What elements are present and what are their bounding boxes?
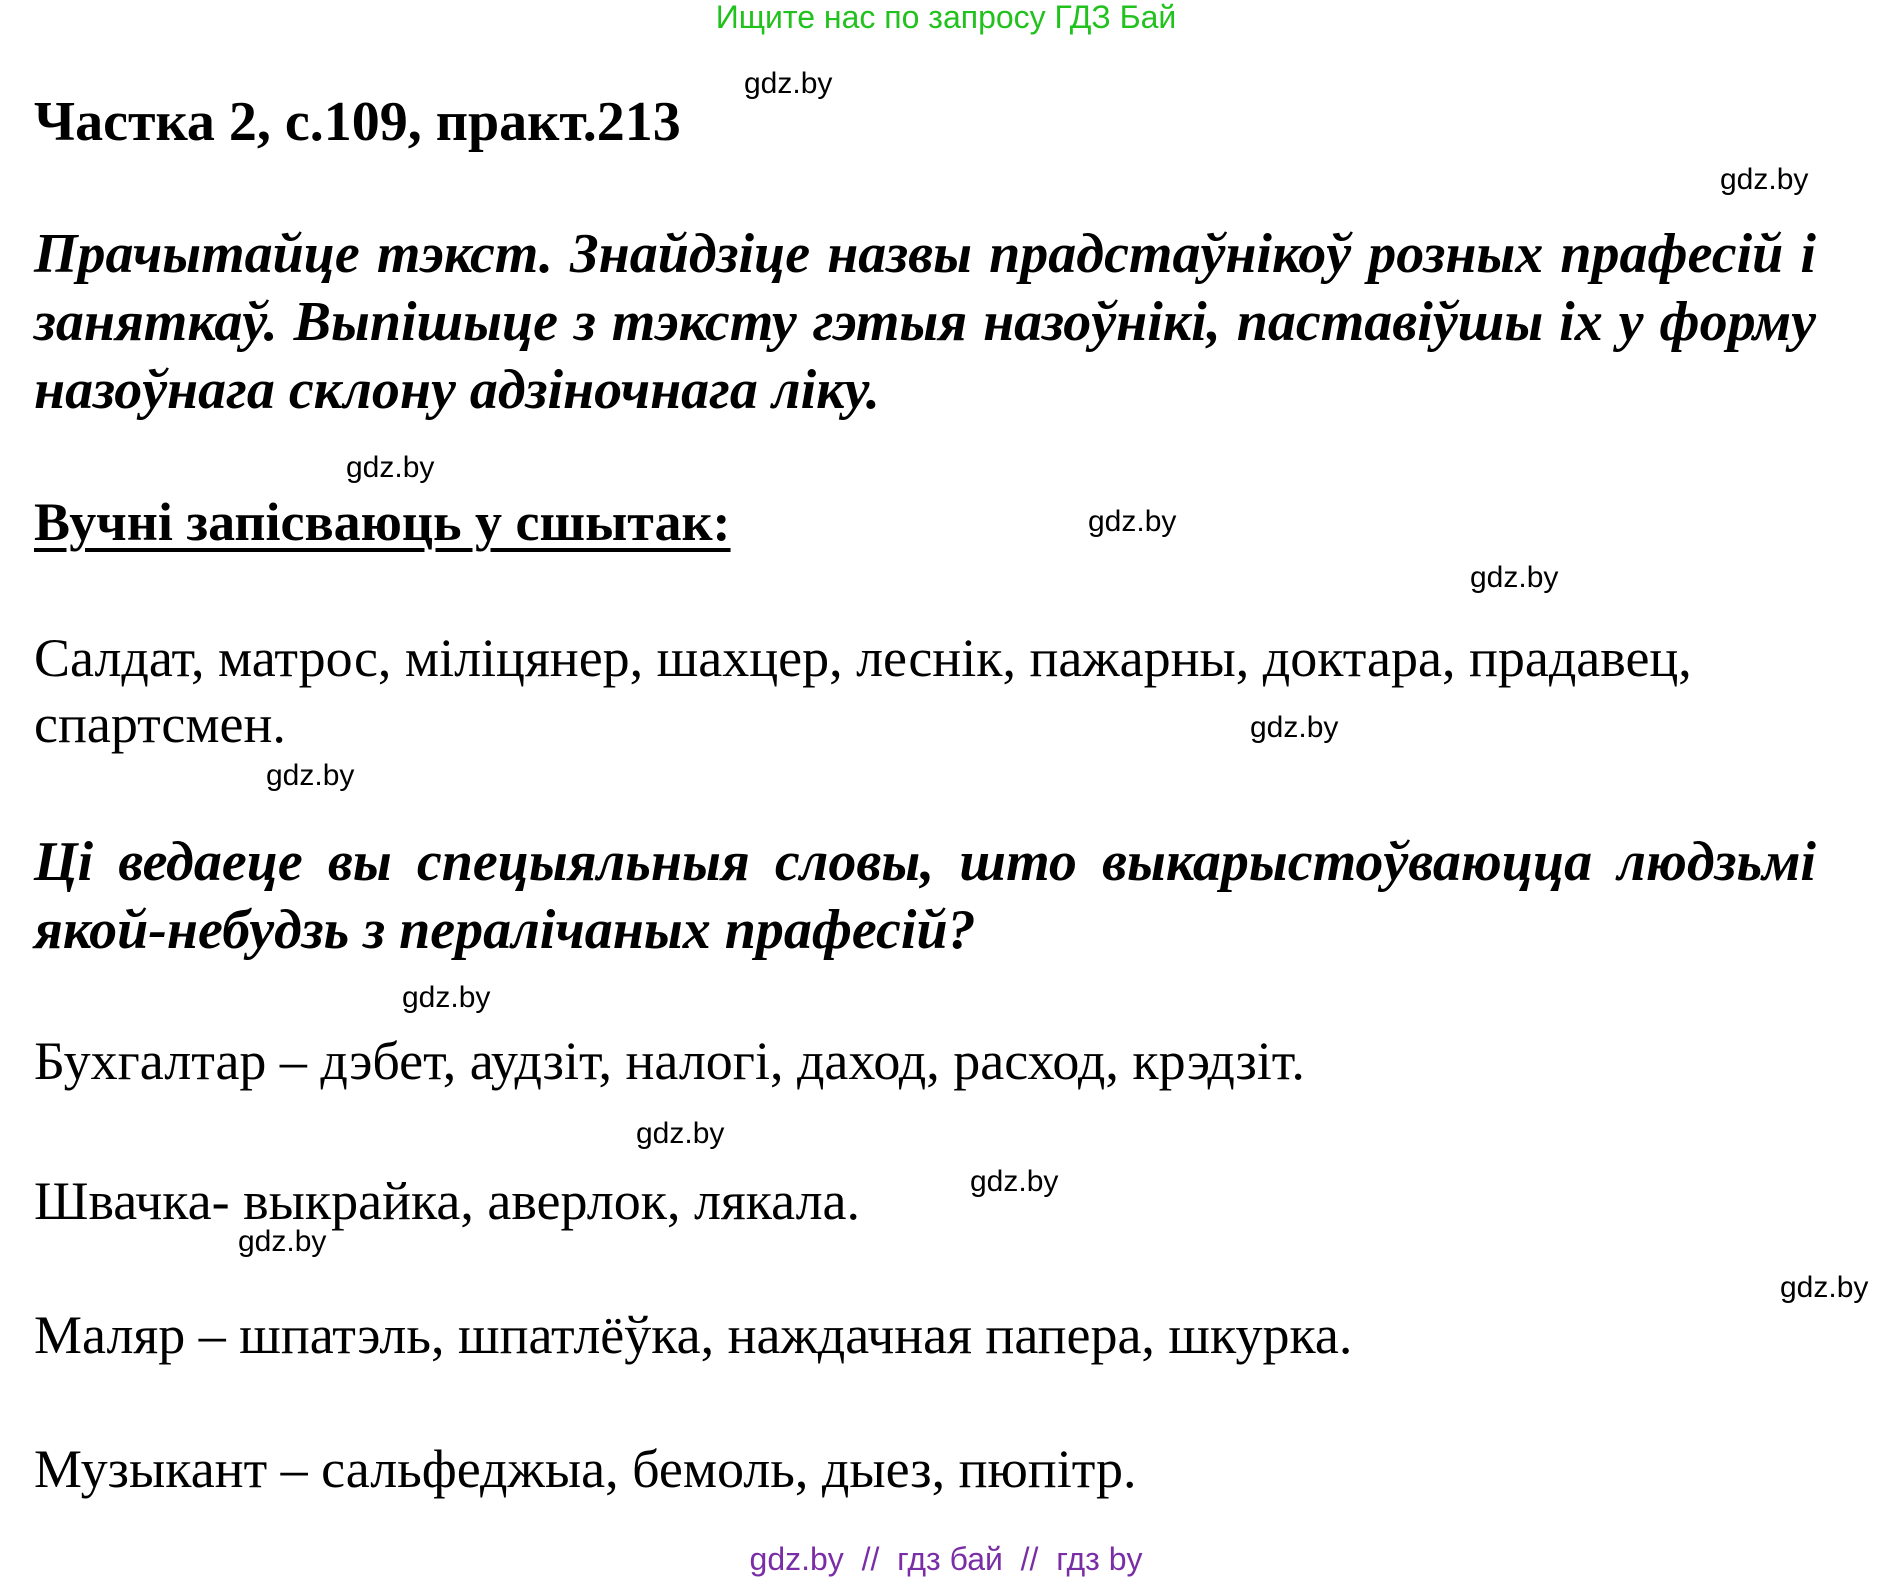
watermark: gdz.by [346,451,435,484]
answer-line: Маляр – шпатэль, шпатлёўка, наждачная папера, шкурка. [34,1305,1353,1365]
page-title: Частка 2, с.109, практ.213 [34,91,681,153]
watermark: gdz.by [1470,561,1559,594]
watermark: gdz.by [1250,711,1339,744]
watermark: gdz.by [238,1225,327,1258]
answer-line: Бухгалтар – дэбет, аудзіт, налогі, даход, расход, крэдзіт. [34,1031,1305,1091]
watermark: gdz.by [1780,1271,1869,1304]
footer-links: gdz.by // гдз бай // гдз by [749,1541,1143,1577]
watermark: gdz.by [1720,163,1809,196]
watermark: gdz.by [1088,505,1177,538]
watermark: gdz.by [636,1117,725,1150]
answer-line: Швачка- выкрайка, аверлок, лякала. [34,1171,861,1231]
top-banner: Ищите нас по запросу ГДЗ Бай [715,0,1177,35]
watermark: gdz.by [266,759,355,792]
task-question: Ці ведаеце вы спецыяльныя словы, што выкарыстоўваюцца людзьмі якой-небудзь з пералічаных прафесій? [34,831,1816,961]
watermark: gdz.by [402,981,491,1014]
answer-professions: Салдат, матрос, міліцянер, шахцер, леснік, пажарны, доктара, прадавец, спартсмен. [34,628,1692,754]
watermark: gdz.by [744,67,833,100]
answer-line: Музыкант – сальфеджыа, бемоль, дыез, пюпітр. [34,1439,1137,1499]
section-heading: Вучні запісваюць у сшытак: [34,492,731,552]
watermark: gdz.by [970,1165,1059,1198]
task-instruction: Прачытайце тэкст. Знайдзіце назвы прадстаўнікоў розных прафесій і заняткаў. Выпішыце з тэксту гэтыя назоўнікі, паставіўшы іх у форму назоўнага склону адзіночнага ліку. [34,223,1816,421]
